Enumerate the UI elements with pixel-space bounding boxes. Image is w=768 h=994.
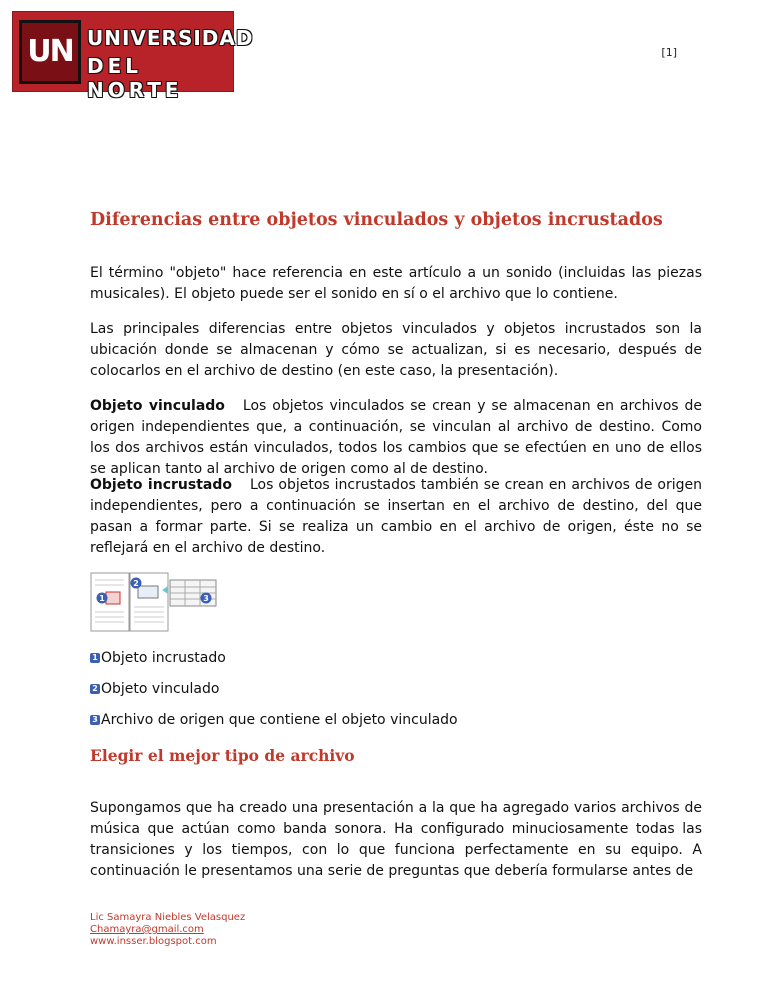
- linked-object-paragraph: [90, 396, 702, 480]
- section-paragraph: Supongamos que ha creado una presentación a la que ha agregado varios archivos de música que actúan como banda sonora. Ha configurado minuciosamente todas las transiciones y los tiempos, con lo que funciona perfectamente en su equipo. A continuación le presentamos una serie de preguntas que debería formularse antes de: [90, 800, 702, 879]
- logo-line-2: DEL NORTE: [87, 54, 183, 102]
- logo-mark: UN: [19, 20, 81, 84]
- embedded-object-text: Los objetos incrustados también se crean en archivos de origen independientes, pero a continuación se insertan en el archivo de destino, del que pasan a formar parte. Si se realiza un cambio en el archivo de origen, éste no se reflejará en el archivo de destino.: [90, 477, 702, 556]
- page-title: Diferencias entre objetos vinculados y objetos incrustados: [90, 210, 663, 230]
- university-logo: [12, 11, 254, 102]
- callout-2-label: 2: [133, 579, 139, 588]
- embedded-object-paragraph: [90, 475, 702, 559]
- legend-text-3: Archivo de origen que contiene el objeto vinculado: [101, 712, 458, 728]
- legend-item-2: [90, 681, 219, 697]
- embedded-object-label: Objeto incrustado: [90, 477, 232, 493]
- number-1-icon: 1: [90, 653, 100, 663]
- number-2-icon: 2: [90, 684, 100, 694]
- linked-object-label: Objeto vinculado: [90, 398, 225, 414]
- author-name: Lic Samayra Niebles Velasquez: [90, 912, 246, 923]
- linked-embedded-diagram: [90, 572, 220, 634]
- callout-1-label: 1: [99, 594, 105, 603]
- logo-line-1: UNIVERSIDAD: [87, 26, 254, 50]
- legend-item-3: [90, 712, 458, 728]
- number-3-icon: 3: [90, 715, 100, 725]
- legend-text-1: Objeto incrustado: [101, 650, 226, 666]
- section-heading: Elegir el mejor tipo de archivo: [90, 746, 355, 765]
- author-website: www.insser.blogspot.com: [90, 936, 217, 947]
- author-email-link[interactable]: Chamayra@gmail.com: [90, 924, 204, 935]
- footer: [90, 912, 245, 948]
- legend-item-1: [90, 650, 226, 666]
- differences-paragraph: Las principales diferencias entre objetos vinculados y objetos incrustados son la ubicación donde se almacenan y cómo se actualizan, si es necesario, después de colocarlos en el archivo de destino (en este caso, la presentación).: [90, 321, 702, 379]
- legend-text-2: Objeto vinculado: [101, 681, 220, 697]
- page-number: [1]: [661, 46, 677, 59]
- linked-object-text: Los objetos vinculados se crean y se almacenan en archivos de origen independientes que, a continuación, se vinculan al archivo de destino. Como los dos archivos están vinculados, todos los cambios que se efectúen en uno de ellos se aplican tanto al archivo de origen como al de destino.: [90, 398, 702, 477]
- intro-paragraph: El término "objeto" hace referencia en este artículo a un sonido (incluidas las piezas musicales). El objeto puede ser el sonido en sí o el archivo que lo contiene.: [90, 265, 702, 302]
- callout-3-label: 3: [203, 594, 209, 603]
